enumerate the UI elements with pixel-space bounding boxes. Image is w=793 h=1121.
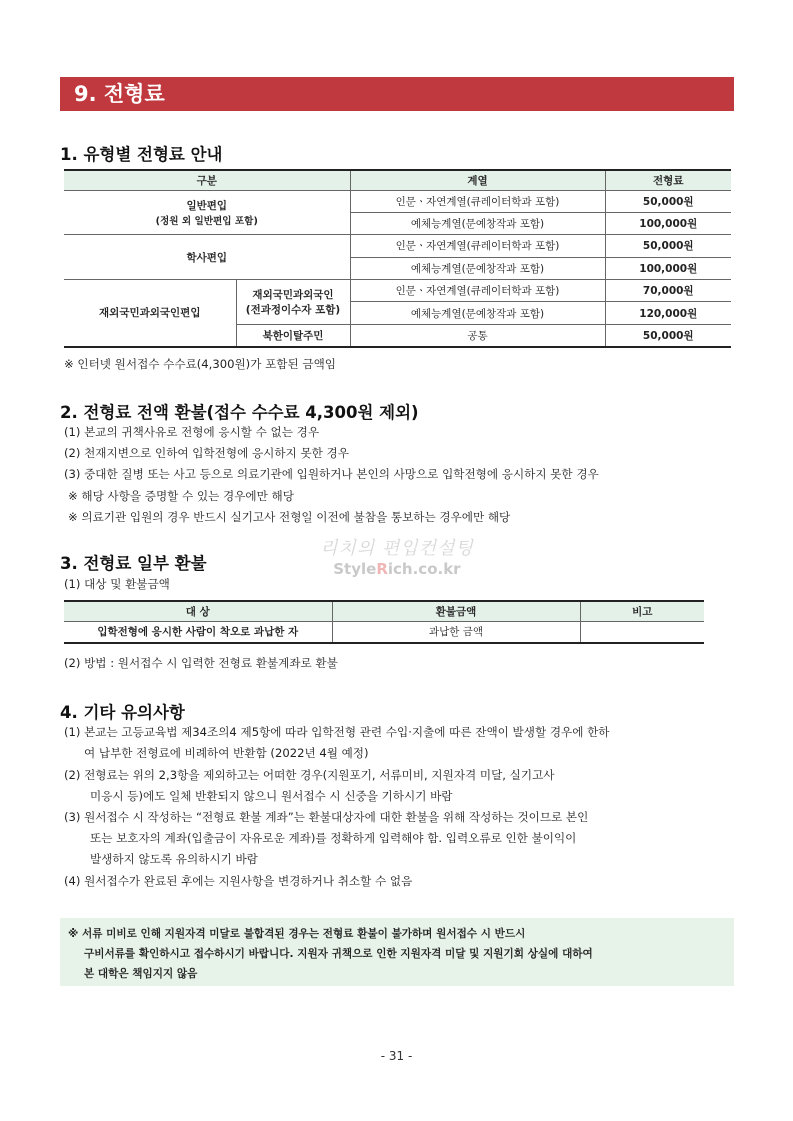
general-label: 일반편입 (186, 199, 228, 212)
s1-note: ※ 인터넷 원서접수 수수료(4,300원)가 포함된 금액임 (64, 357, 336, 371)
s4-line: 여 납부한 전형료에 비례하여 반환함 (2022년 4월 예정) (84, 746, 369, 760)
refund-header-amount: 환불금액 (332, 601, 580, 621)
s3-title: 3. 전형료 일부 환불 (60, 554, 207, 573)
general-sub: (정원 외 일반편입 포함) (155, 215, 258, 227)
notice-line: ※ 서류 미비로 인해 지원자격 미달로 불합격된 경우는 전형료 환불이 불가하며 원서접수 시 반드시 (68, 928, 526, 940)
overseas-sub-cell (236, 280, 350, 325)
watermark-korean: 리치의 편입컨설팅 (320, 538, 474, 559)
dept-cell: 예체능계열(문예창작과 포함) (350, 257, 605, 279)
dept-cell: 인문ㆍ자연계열(큐레이터학과 포함) (350, 235, 605, 257)
fee-header-dept: 계열 (350, 170, 605, 190)
s4-title: 4. 기타 유의사항 (60, 703, 185, 722)
s4-line: 미응시 등)에도 일체 반환되지 않으니 원서접수 시 신중을 기하시기 바람 (90, 789, 453, 803)
fee-cell: 50,000원 (605, 235, 731, 257)
notice-line: 구비서류를 확인하시고 접수하시기 바랍니다. 지원자 귀책으로 인한 지원자격 미달 및 지원기회 상실에 대하여 (84, 948, 593, 960)
fee-cell: 100,000원 (605, 257, 731, 279)
s4-line: 또는 보호자의 계좌(입출금이 자유로운 계좌)를 정확하게 입력해야 함. 입력오류로 인한 불이익이 (90, 831, 577, 845)
dept-cell: 예체능계열(문예창작과 포함) (350, 302, 605, 324)
fee-cell: 70,000원 (605, 280, 731, 302)
refund-header-note: 비고 (580, 601, 704, 621)
fee-header-type: 구분 (64, 170, 350, 190)
watermark-url-post: ich.co.kr (387, 560, 461, 578)
s2-line: ※ 해당 사항을 증명할 수 있는 경우에만 해당 (68, 489, 294, 503)
general-transfer-cell (64, 190, 350, 235)
s3-sub1: (1) 대상 및 환불금액 (64, 577, 170, 591)
fee-cell: 100,000원 (605, 212, 731, 234)
refund-target-cell: 입학전형에 응시한 사람이 착오로 과납한 자 (64, 621, 332, 643)
s2-line: ※ 의료기관 입원의 경우 반드시 실기고사 전형일 이전에 불참을 통보하는 경우에만 해당 (68, 510, 511, 524)
table-row (64, 280, 731, 302)
refund-header-target: 대 상 (64, 601, 332, 621)
section-banner: 9. 전형료 (60, 77, 734, 111)
s1-title: 1. 유형별 전형료 안내 (60, 145, 223, 164)
s2-line: (1) 본교의 귀책사유로 전형에 응시할 수 없는 경우 (64, 425, 320, 439)
notice-line: 본 대학은 책임지지 않음 (84, 968, 198, 980)
dept-cell: 인문ㆍ자연계열(큐레이터학과 포함) (350, 190, 605, 212)
partial-refund-header (64, 601, 704, 621)
s2-line: (2) 천재지변으로 인하여 입학전형에 응시하지 못한 경우 (64, 446, 349, 460)
table-row (64, 190, 731, 212)
table-row (64, 621, 704, 643)
s4-line: (1) 본교는 고등교육법 제34조의4 제5항에 따라 입학전형 관련 수입·지출에 따른 잔액이 발생할 경우에 한하 (64, 725, 610, 739)
fee-table (64, 169, 731, 348)
s2-title: 2. 전형료 전액 환불(접수 수수료 4,300원 제외) (60, 403, 419, 422)
s4-line: (2) 전형료는 위의 2,3항을 제외하고는 어떠한 경우(지원포기, 서류미비, 지원자격 미달, 실기고사 (64, 768, 555, 782)
watermark (320, 534, 474, 578)
overseas-transfer-cell: 재외국민과외국인편입 (64, 280, 236, 347)
dept-cell: 인문ㆍ자연계열(큐레이터학과 포함) (350, 280, 605, 302)
defector-cell: 북한이탈주민 (236, 324, 350, 346)
s4-line: (3) 원서접수 시 작성하는 “전형료 환불 계좌”는 환불대상자에 대한 환불을 위해 작성하는 것이므로 본인 (64, 810, 589, 824)
dept-cell: 공통 (350, 324, 605, 346)
page-number: - 31 - (380, 1049, 413, 1063)
partial-refund-table (64, 600, 704, 644)
s4-line: 발생하지 않도록 유의하시기 바람 (90, 852, 258, 866)
fee-header-fee: 전형료 (605, 170, 731, 190)
table-row (64, 235, 731, 257)
refund-note-cell (580, 621, 704, 643)
fee-cell: 50,000원 (605, 324, 731, 346)
s4-line: (4) 원서접수가 완료된 후에는 지원사항을 변경하거나 취소할 수 없음 (64, 874, 413, 888)
notice-box (60, 918, 734, 986)
fee-cell: 50,000원 (605, 190, 731, 212)
watermark-url-pre: Style (333, 560, 377, 578)
overseas-sub-line1: 재외국민과외국인 (252, 288, 334, 301)
watermark-url-r: R (376, 560, 388, 578)
bachelor-transfer-cell: 학사편입 (64, 235, 350, 280)
s2-line: (3) 중대한 질병 또는 사고 등으로 의료기관에 입원하거나 본인의 사망으로 입학전형에 응시하지 못한 경우 (64, 467, 599, 481)
refund-amount-cell: 과납한 금액 (332, 621, 580, 643)
watermark-url (320, 560, 474, 578)
dept-cell: 예체능계열(문예창작과 포함) (350, 212, 605, 234)
s3-sub2: (2) 방법 : 원서접수 시 입력한 전형료 환불계좌로 환불 (64, 656, 338, 670)
fee-table-header (64, 170, 731, 190)
fee-cell: 120,000원 (605, 302, 731, 324)
overseas-sub-line2: (전과정이수자 포함) (245, 303, 341, 316)
